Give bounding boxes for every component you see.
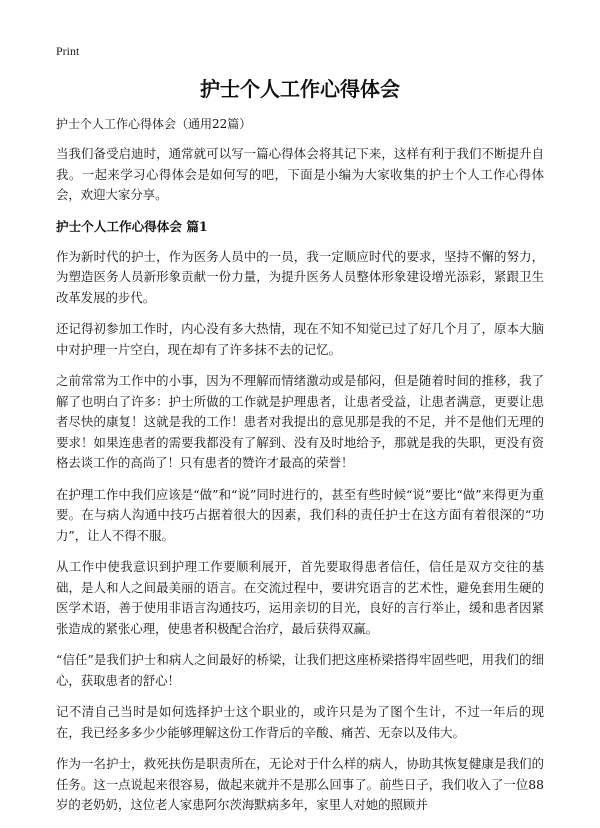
paragraph: 作为新时代的护士，作为医务人员中的一员，我一定顺应时代的要求，坚持不懈的努力，为塑造医务人员新形象贡献一份力量，为提升医务人员整体形象建设增光添彩，紧跟卫生改革发展的步代。 (56, 248, 544, 305)
section-heading: 护士个人工作心得体会 篇1 (56, 218, 208, 234)
paragraph: “信任”是我们护士和病人之间最好的桥梁，让我们把这座桥梁搭得牢固些吧，用我们的细心，获取患者的舒心！ (56, 652, 544, 688)
paragraph: 在护理工作中我们应该是“做”和“说”同时进行的，甚至有些时候“说”要比“做”来得更为重要。在与病人沟通中技巧占据着很大的因素，我们科的责任护士在这方面有着很深的“功力”，让人不得不服。 (56, 486, 544, 543)
paragraph: 记不清自己当时是如何选择护士这个职业的，或许只是为了图个生计，不过一年后的现在，我已经多多少少能够理解这份工作背后的辛酸、痛苦、无奈以及伟大。 (56, 704, 544, 740)
paragraph: 还记得初参加工作时，内心没有多大热情，现在不知不知觉已过了好几个月了，原本大脑中对护理一片空白，现在却有了许多抹不去的记忆。 (56, 321, 544, 357)
document-subtitle: 护士个人工作心得体会（通用22篇） (56, 117, 252, 131)
paragraph: 之前常常为工作中的小事，因为不理解而情绪激动或是郁闷，但是随着时间的推移，我了解了也明白了许多：护士所做的工作就是护理患者，让患者受益，让患者满意，更要让患者尽快的康复！这就是我的工作！患者对我提出的意见那是我的不足，并不是他们无理的要求！如果连患者的需要我都没有了解到、没有及时地给予，那就是我的失职，更没有资格去谈工作的高尚了！只有患者的赞许才最高的荣誉！ (56, 373, 544, 470)
paragraph: 从工作中使我意识到护理工作要顺利展开，首先要取得患者信任，信任是双方交往的基础，是人和人之间最美丽的语言。在交流过程中，要讲究语言的艺术性，避免套用生硬的医学术语，善于使用非语言沟通技巧，运用亲切的目光，良好的言行举止，缓和患者因紧张造成的紧张心理，使患者积极配合治疗，最后获得双赢。 (56, 559, 544, 636)
intro-paragraph: 当我们备受启迪时，通常就可以写一篇心得体会将其记下来，这样有利于我们不断提升自我。一起来学习心得体会是如何写的吧，下面是小编为大家收集的护士个人工作心得体会，欢迎大家分享。 (56, 146, 544, 202)
paragraph: 作为一名护士，救死扶伤是职责所在，无论对于什么样的病人，协助其恢复健康是我们的任务。这一点说起来很容易，做起来就并不是那么回事了。前些日子，我们收入了一位88岁的老奶奶，这位老人家患阿尔茨海默病多年，家里人对她的照顾并 (56, 756, 544, 812)
document-title: 护士个人工作心得体会 (200, 77, 400, 101)
print-label: Print (56, 44, 80, 58)
